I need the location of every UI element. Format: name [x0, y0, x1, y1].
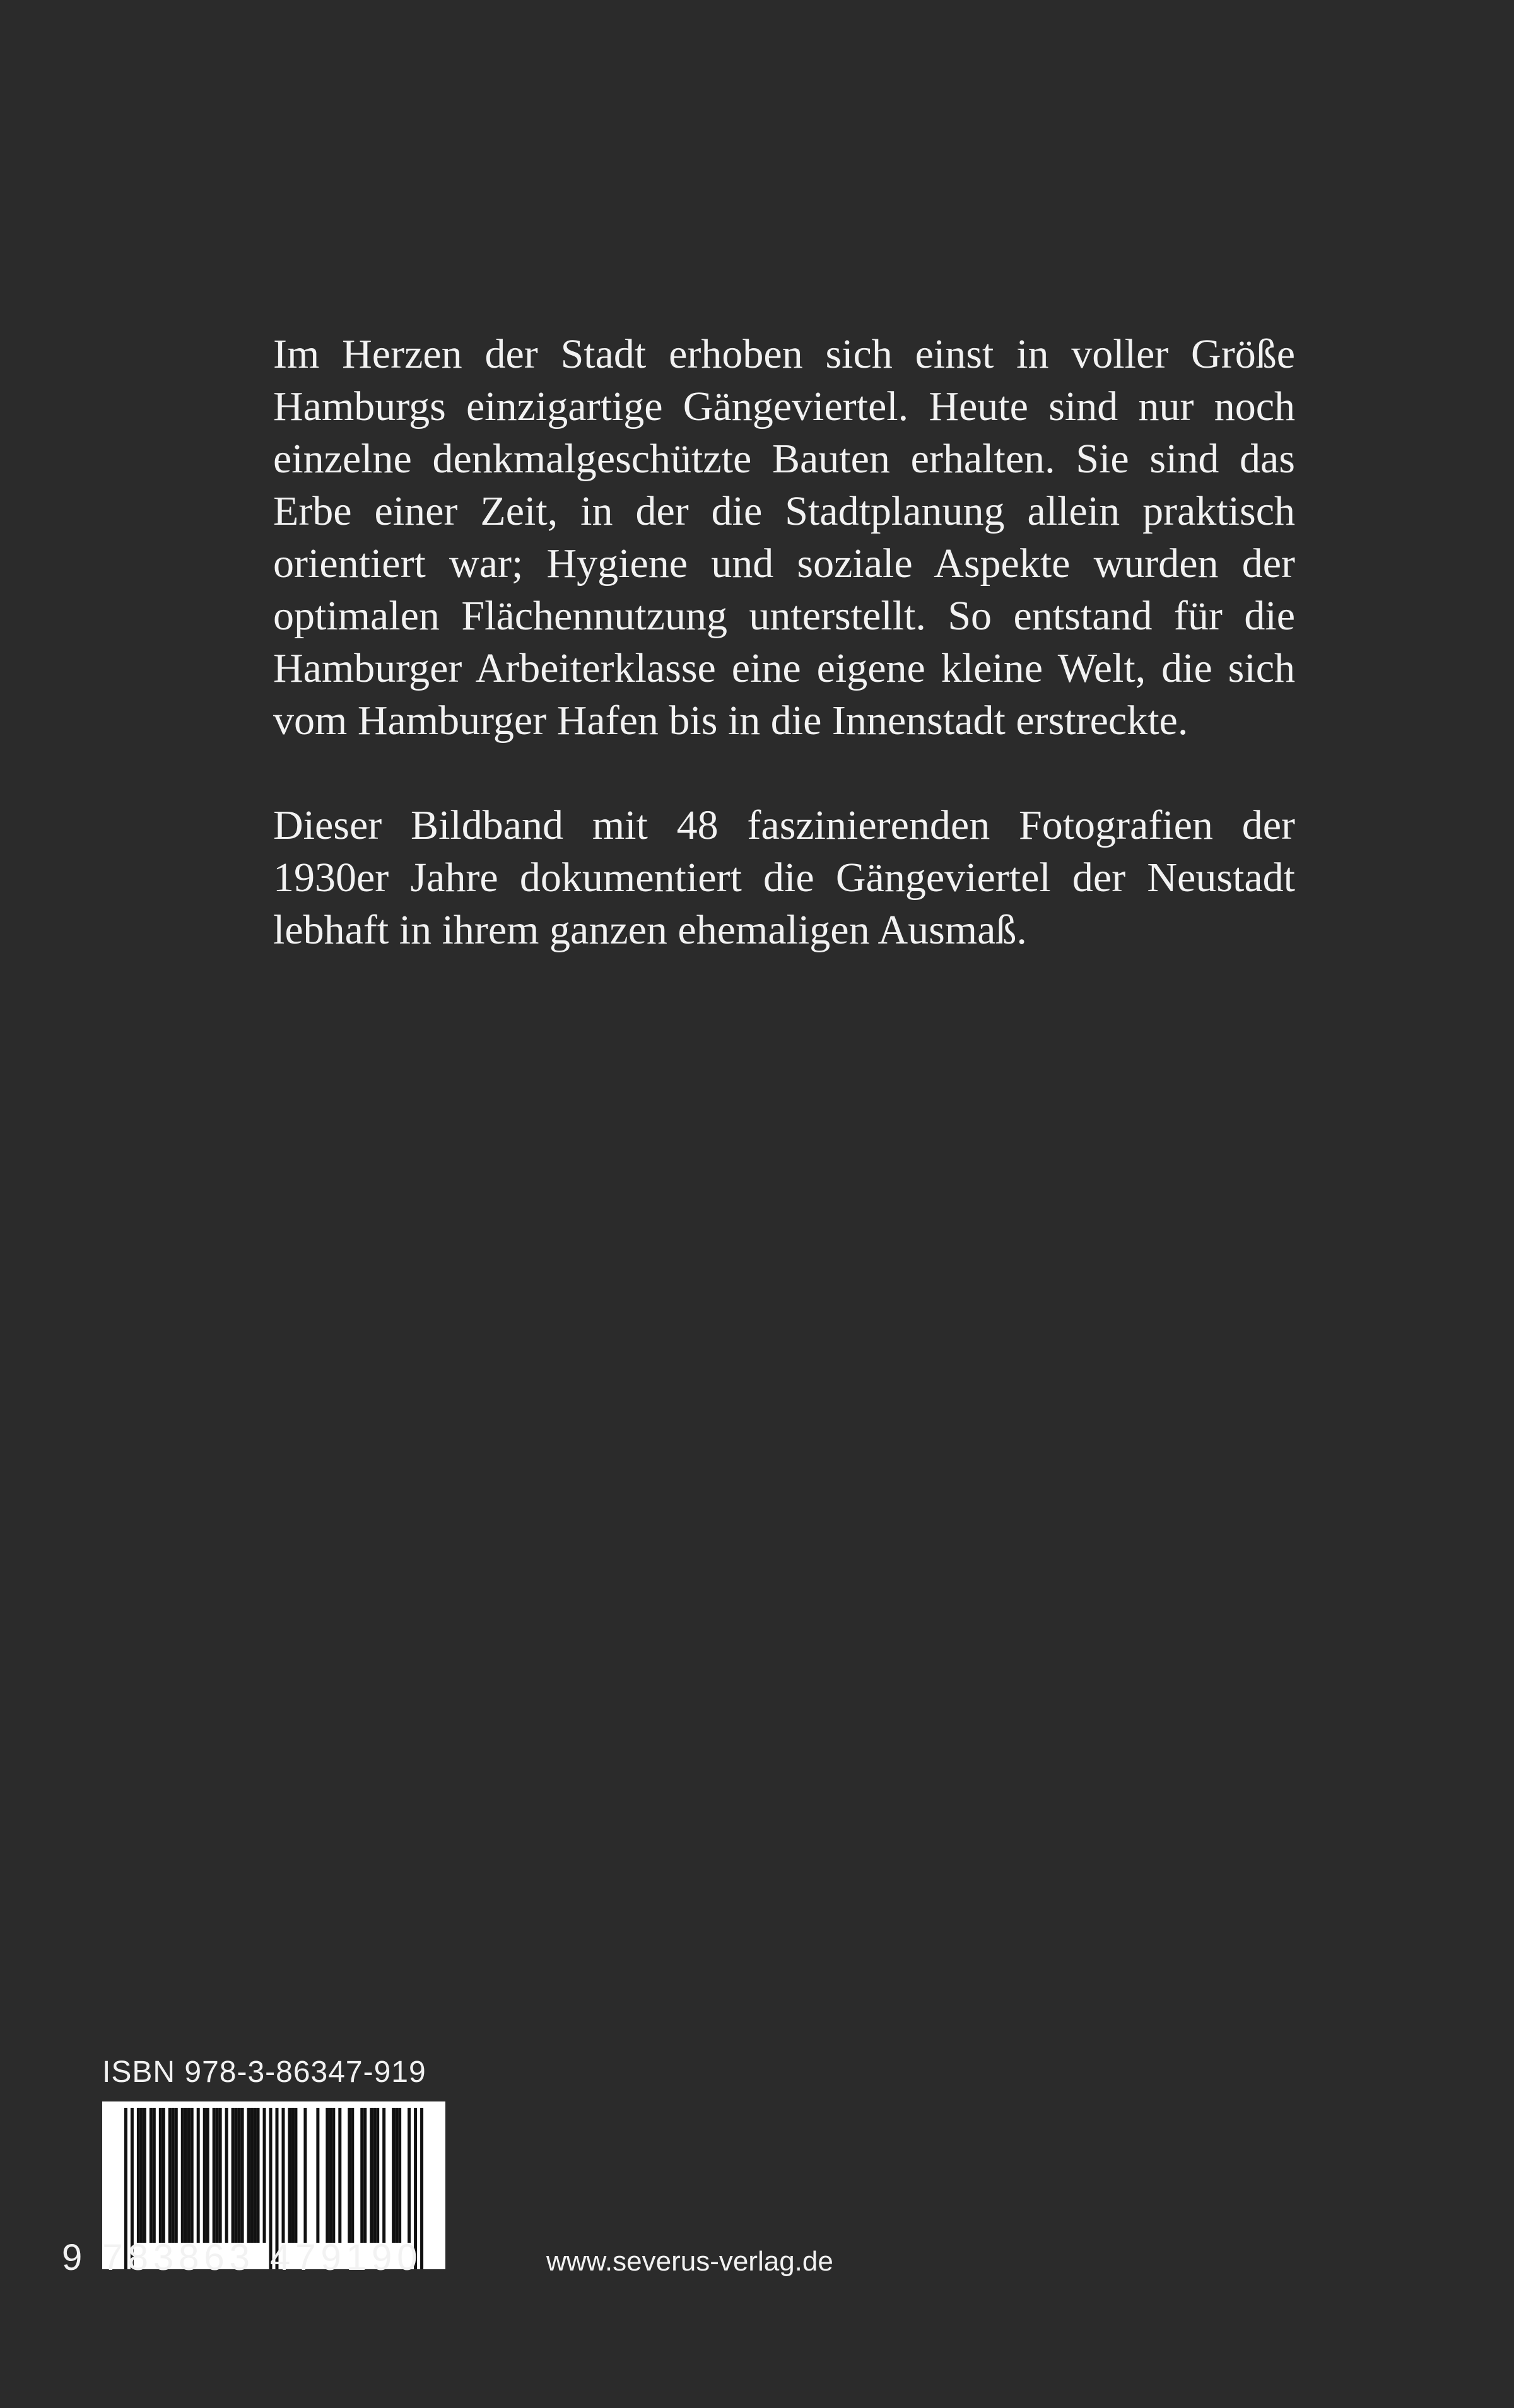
barcode-bar: [172, 2108, 175, 2243]
barcode-bar: [294, 2108, 297, 2243]
barcode-bar: [281, 2108, 285, 2243]
barcode-bar: [168, 2108, 172, 2243]
blurb-line: lebhaft in ihrem ganzen ehemaligen Ausmaß.: [273, 907, 1027, 953]
barcode-bar: [254, 2108, 257, 2243]
barcode-bar: [191, 2108, 194, 2243]
barcode-bar: [263, 2108, 266, 2243]
barcode-bar: [351, 2108, 354, 2243]
barcode-bar: [225, 2108, 228, 2243]
barcode-bar: [373, 2108, 376, 2243]
blurb-line: Im Herzen der Stadt erhoben sich einst in voller Größe: [273, 331, 1295, 377]
blurb-line: Dieser Bildband mit 48 faszinierenden Fotografien der: [273, 802, 1295, 848]
barcode-bar: [291, 2108, 294, 2243]
barcode-bar: [363, 2108, 367, 2243]
barcode-bar: [329, 2108, 332, 2243]
barcode-bar: [338, 2108, 341, 2243]
barcode-bar: [184, 2108, 187, 2243]
barcode-bar: [241, 2108, 244, 2243]
barcode-bar: [137, 2108, 140, 2243]
barcode-bar: [316, 2108, 319, 2243]
blurb-line: 1930er Jahre dokumentiert die Gängeviertel der Neustadt: [273, 855, 1295, 901]
blurb-line: orientiert war; Hygiene und soziale Aspekte wurden der: [273, 541, 1295, 587]
barcode-bar: [247, 2108, 250, 2243]
barcode-bar: [213, 2108, 216, 2243]
barcode-bar: [392, 2108, 395, 2243]
publisher-website: www.severus-verlag.de: [546, 2246, 833, 2277]
barcode-bar: [288, 2108, 291, 2243]
barcode-bar: [360, 2108, 363, 2243]
barcode-bar: [395, 2108, 398, 2243]
blurb-line: optimalen Flächennutzung unterstellt. So entstand für die: [273, 593, 1295, 639]
barcode-bar: [370, 2108, 373, 2243]
blurb-text: [273, 328, 1295, 956]
barcode-bar: [181, 2108, 184, 2243]
blurb-line: Hamburger Arbeiterklasse eine eigene kleine Welt, die sich: [273, 645, 1295, 691]
barcode-digits: 9 783863 479190: [62, 2237, 423, 2278]
barcode-bar: [232, 2108, 235, 2243]
barcode-bar: [153, 2108, 156, 2243]
barcode-bar: [175, 2108, 178, 2243]
barcode-bar: [303, 2108, 307, 2243]
blurb-paragraph-2: [273, 799, 1295, 956]
barcode-bar: [408, 2108, 411, 2243]
barcode-bar: [235, 2108, 238, 2243]
barcode-bar: [250, 2108, 254, 2243]
blurb-line: vom Hamburger Hafen bis in die Innenstadt erstreckte.: [273, 698, 1188, 744]
barcode-bar: [206, 2108, 209, 2243]
isbn-label: ISBN 978-3-86347-919: [102, 2055, 426, 2089]
barcode-bar: [197, 2108, 200, 2243]
barcode-bar: [159, 2108, 162, 2243]
barcode-bar: [376, 2108, 379, 2243]
barcode-bar: [140, 2108, 143, 2243]
barcode-bar: [216, 2108, 219, 2243]
barcode-bar: [203, 2108, 206, 2243]
barcode-bar: [348, 2108, 351, 2243]
blurb-line: Hamburgs einzigartige Gängeviertel. Heute sind nur noch: [273, 383, 1295, 430]
barcode-bar: [219, 2108, 222, 2243]
barcode-bar: [382, 2108, 385, 2243]
barcode-bar: [162, 2108, 165, 2243]
barcode-bar: [257, 2108, 260, 2243]
barcode-bar: [332, 2108, 335, 2243]
barcode-bar: [398, 2108, 401, 2243]
blurb-line: einzelne denkmalgeschützte Bauten erhalten. Sie sind das: [273, 436, 1295, 482]
barcode-bar: [326, 2108, 329, 2243]
barcode-bar: [143, 2108, 146, 2243]
barcode-bar: [238, 2108, 241, 2243]
blurb-line: Erbe einer Zeit, in der die Stadtplanung allein praktisch: [273, 488, 1295, 534]
barcode-bar: [187, 2108, 191, 2243]
barcode-bar: [150, 2108, 153, 2243]
blurb-paragraph-1: [273, 328, 1295, 747]
